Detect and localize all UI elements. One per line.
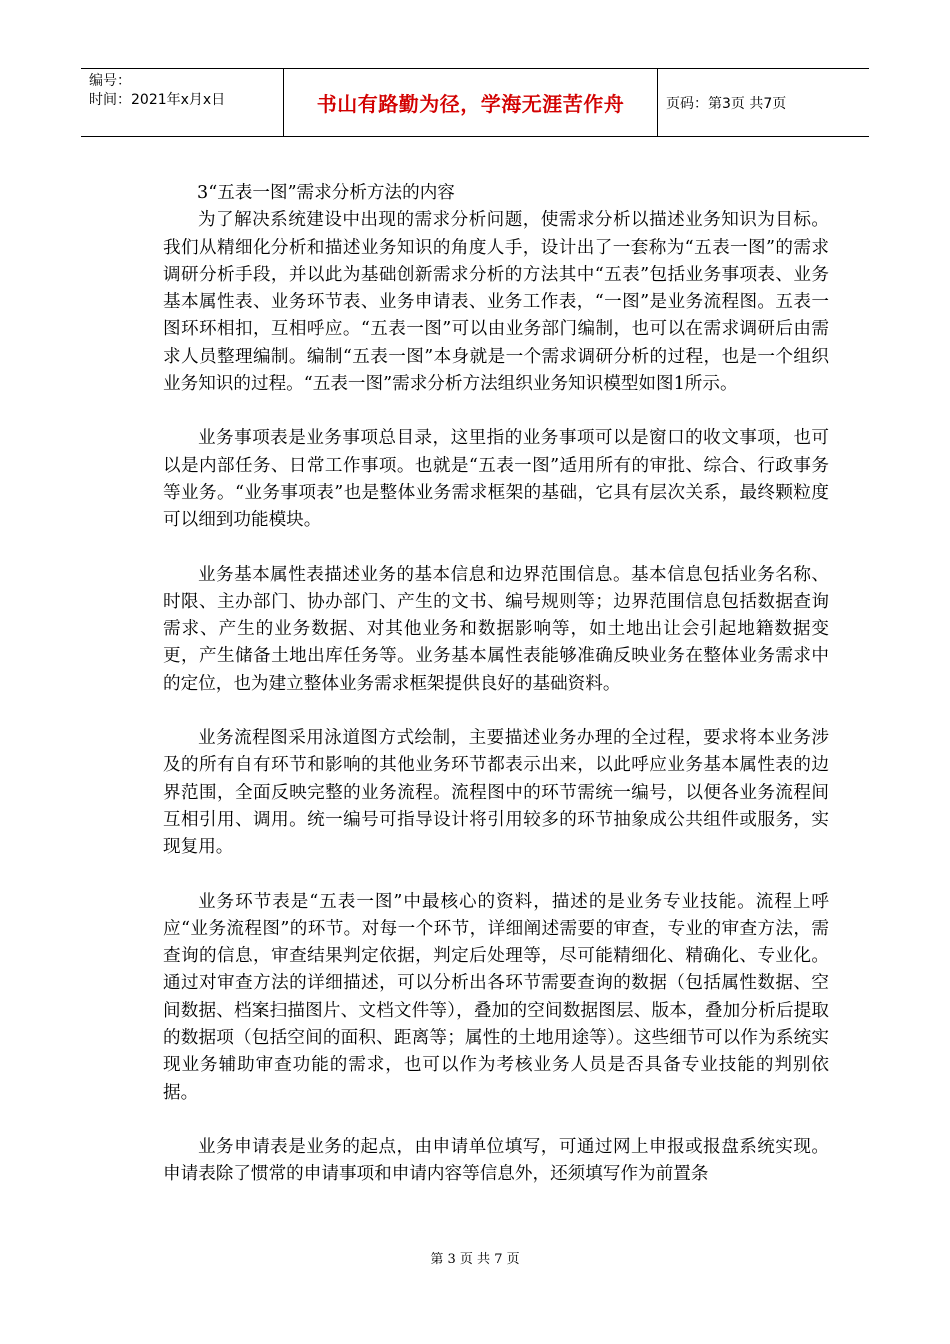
time-label: 时间：2021年x月x日 <box>89 92 226 108</box>
paragraph-4: 业务流程图采用泳道图方式绘制，主要描述业务办理的全过程，要求将本业务涉及的所有自有环节和影响的其他业务环节都表示出来，以此呼应业务基本属性表的边界范围，全面反映完整的业务流程。流程图中的环节需统一编号，以便各业务流程间互相引用、调用。统一编号可指导设计将引用较多的环节抽象成公共组件或服务，实现复用。 <box>163 728 829 858</box>
page-header <box>81 68 869 137</box>
document-body <box>163 180 829 1189</box>
paragraph-1: 为了解决系统建设中出现的需求分析问题，使需求分析以描述业务知识为目标。我们从精细化分析和描述业务知识的角度人手，设计出了一套称为“五表一图”的需求调研分析手段，并以此为基础创新需求分析的方法其中“五表”包括业务事项表、业务基本属性表、业务环节表、业务申请表、业务工作表，“一图”是业务流程图。五表一图环环相扣，互相呼应。“五表一图”可以由业务部门编制，也可以在需求调研后由需求人员整理编制。编制“五表一图”本身就是一个需求调研分析的过程，也是一个组织业务知识的过程。“五表一图”需求分析方法组织业务知识模型如图1所示。 <box>163 210 829 395</box>
page-footer: 第 3 页 共 7 页 <box>430 1252 520 1267</box>
paragraph-5: 业务环节表是“五表一图”中最核心的资料，描述的是业务专业技能。流程上呼应“业务流程图”的环节。对每一个环节，详细阐述需要的审查，专业的审查方法，需查询的信息，审查结果判定依据，判定后处理等，尽可能精细化、精确化、专业化。通过对审查方法的详细描述，可以分析出各环节需要查询的数据（包括属性数据、空间数据、档案扫描图片、文档文件等），叠加的空间数据图层、版本，叠加分析后提取的数据项（包括空间的面积、距离等；属性的土地用途等）。这些细节可以作为系统实现业务辅助审查功能的需求，也可以作为考核业务人员是否具备专业技能的判别依据。 <box>163 891 829 1103</box>
paragraph-6: 业务申请表是业务的起点，由申请单位填写，可通过网上申报或报盘系统实现。申请表除了惯常的申请事项和申请内容等信息外，还须填写作为前置条 <box>163 1136 829 1185</box>
paragraph-2: 业务事项表是业务事项总目录，这里指的业务事项可以是窗口的收文事项，也可以是内部任务、日常工作事项。也就是“五表一图”适用所有的审批、综合、行政事务等业务。“业务事项表”也是整体业务需求框架的基础，它具有层次关系，最终颗粒度可以细到功能模块。 <box>163 428 829 531</box>
section-heading: 3“五表一图”需求分析方法的内容 <box>197 183 455 203</box>
serial-label: 编号： <box>89 73 131 89</box>
header-motto: 书山有路勤为径，学海无涯苦作舟 <box>284 69 658 136</box>
header-page-info: 页码：第3页 共7页 <box>666 95 787 112</box>
header-meta <box>81 69 284 136</box>
paragraph-3: 业务基本属性表描述业务的基本信息和边界范围信息。基本信息包括业务名称、时限、主办部门、协办部门、产生的文书、编号规则等；边界范围信息包括数据查询需求、产生的业务数据、对其他业务和数据影响等，如土地出让会引起地籍数据变更，产生储备土地出库任务等。业务基本属性表能够准确反映业务在整体业务需求中的定位，也为建立整体业务需求框架提供良好的基础资料。 <box>163 564 829 694</box>
